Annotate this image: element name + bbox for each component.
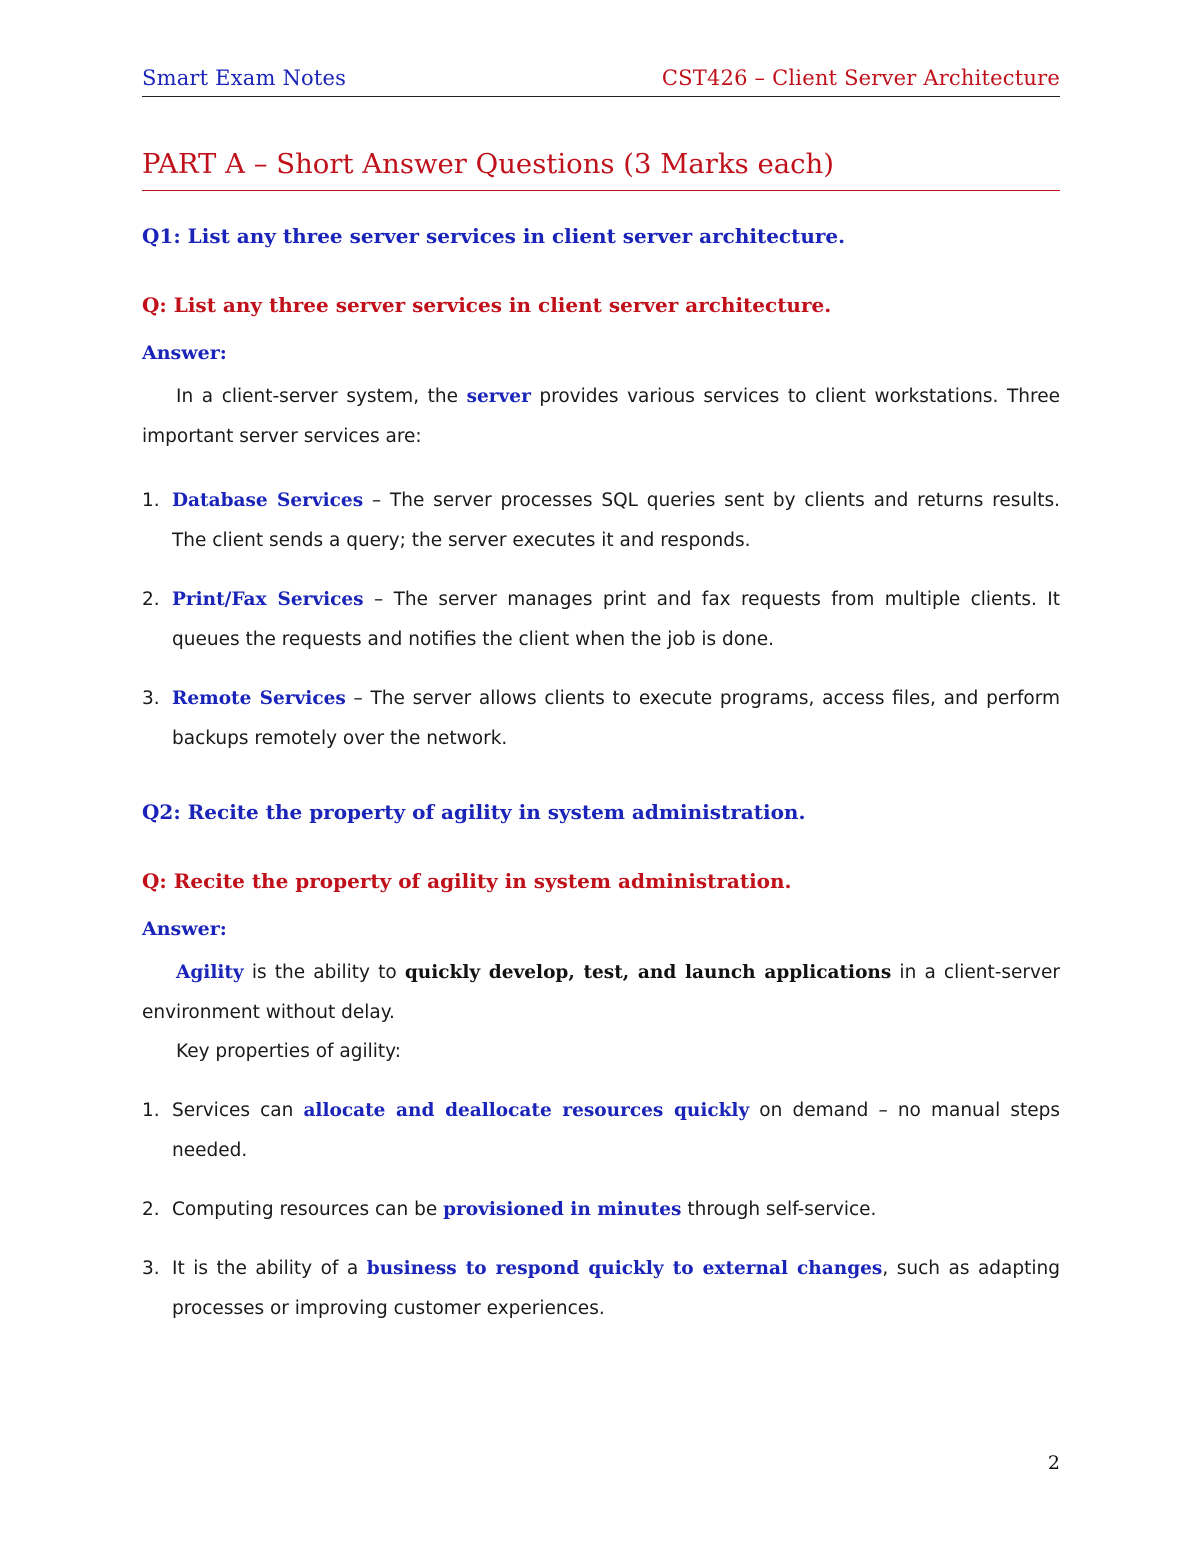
q2-list-item-2 xyxy=(142,1190,1060,1230)
q1-heading: Q1: List any three server services in client server architecture. xyxy=(142,224,846,248)
q2-intro-paragraph xyxy=(142,953,1060,1033)
document-page xyxy=(142,0,1060,1553)
item-text: – The server manages print and fax requests from multiple clients. It queues the requests and notifies the client when the job is done. xyxy=(172,589,1061,650)
q2-intro-text-2: in a client-server environment without delay. xyxy=(142,962,1060,1023)
item-text: – The server allows clients to execute programs, access files, and perform backups remotely over the network. xyxy=(172,688,1061,749)
q1-intro-paragraph xyxy=(142,377,1060,457)
q2-list-item-3 xyxy=(142,1249,1060,1329)
item-title: Database Services xyxy=(172,490,364,511)
q2-intro-bold: quickly develop, test, and launch applications xyxy=(404,962,892,983)
item-post: on demand – no manual steps needed. xyxy=(172,1100,1060,1161)
q1-intro-highlight: server xyxy=(466,386,531,407)
item-post: , such as adapting processes or improving customer experiences. xyxy=(172,1258,1060,1319)
q1-list-item-2 xyxy=(142,580,1060,660)
page-number: 2 xyxy=(1047,1452,1060,1474)
item-pre: Services can xyxy=(172,1100,304,1121)
q1-intro-text-1: In a client-server system, the xyxy=(176,386,467,407)
list-number: 1. xyxy=(142,1100,160,1121)
q1-answer-label: Answer: xyxy=(142,342,227,364)
list-number: 2. xyxy=(142,589,160,610)
q1-question: Q: List any three server services in client server architecture. xyxy=(142,293,832,317)
q2-answer-label: Answer: xyxy=(142,918,227,940)
item-text: – The server processes SQL queries sent by clients and returns results. The client sends a query; the server executes it and responds. xyxy=(172,490,1061,551)
q1-list-item-3 xyxy=(142,679,1060,759)
list-number: 2. xyxy=(142,1199,160,1220)
q2-key-properties: Key properties of agility: xyxy=(176,1041,402,1062)
list-number: 1. xyxy=(142,490,160,511)
item-pre: It is the ability of a xyxy=(172,1258,367,1279)
item-highlight: business to respond quickly to external changes xyxy=(366,1258,883,1279)
q2-list-item-1 xyxy=(142,1091,1060,1171)
list-number: 3. xyxy=(142,1258,160,1279)
q2-question: Q: Recite the property of agility in system administration. xyxy=(142,869,792,893)
q1-list-item-1 xyxy=(142,481,1060,561)
q2-intro-highlight: Agility xyxy=(176,962,244,983)
q1-intro-text-2: provides various services to client workstations. Three important server services are: xyxy=(142,386,1060,447)
running-header xyxy=(142,66,1060,97)
list-number: 3. xyxy=(142,688,160,709)
item-highlight: provisioned in minutes xyxy=(443,1199,682,1220)
section-title: PART A – Short Answer Questions (3 Marks each) xyxy=(142,148,1060,191)
q2-heading: Q2: Recite the property of agility in system administration. xyxy=(142,800,806,824)
item-pre: Computing resources can be xyxy=(172,1199,444,1220)
item-post: through self-service. xyxy=(681,1199,877,1220)
item-title: Remote Services xyxy=(172,688,346,709)
q2-intro-text-1: is the ability to xyxy=(243,962,405,983)
item-title: Print/Fax Services xyxy=(172,589,364,610)
header-left: Smart Exam Notes xyxy=(142,66,347,90)
header-right: CST426 – Client Server Architecture xyxy=(661,66,1060,90)
item-highlight: allocate and deallocate resources quickly xyxy=(303,1100,750,1121)
